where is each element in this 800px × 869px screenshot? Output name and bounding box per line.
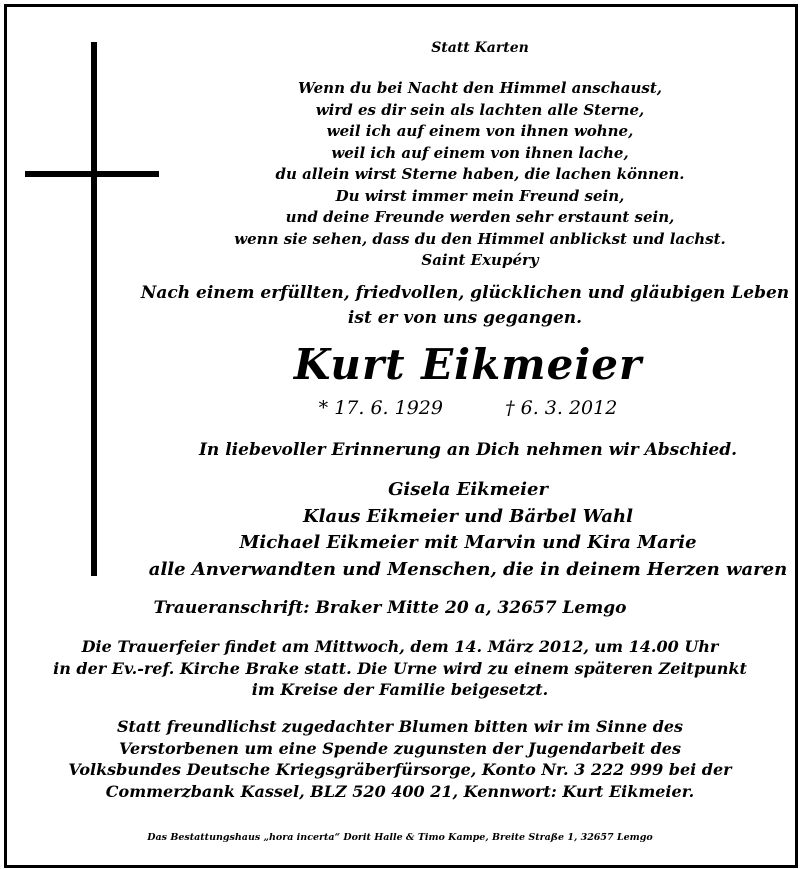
donation-line: Statt freundlichst zugedachter Blumen bitten wir im Sinne des: [116, 717, 684, 736]
ceremony-line: im Kreise der Familie beigesetzt.: [251, 680, 549, 699]
cross-icon: [91, 42, 97, 576]
poem-line: wird es dir sein als lachten alle Sterne,: [315, 100, 645, 119]
poem-author: Saint Exupéry: [421, 251, 539, 269]
family-member: Gisela Eikmeier: [388, 479, 548, 500]
poem-line: du allein wirst Sterne haben, die lachen können.: [275, 165, 685, 183]
family-member: alle Anverwandten und Menschen, die in deinem Herzen waren: [148, 558, 788, 580]
family-member: Klaus Eikmeier und Bärbel Wahl: [303, 505, 633, 527]
statt-karten-heading: Statt Karten: [431, 40, 529, 56]
donation-line: Volksbundes Deutsche Kriegsgräberfürsorge, Konto Nr. 3 222 999 bei der: [68, 760, 732, 779]
deceased-name: Kurt Eikmeier: [293, 340, 643, 389]
donation-line: Commerzbank Kassel, BLZ 520 400 21, Kennwort: Kurt Eikmeier.: [105, 781, 695, 801]
ceremony-line: in der Ev.-ref. Kirche Brake statt. Die Urne wird zu einem späteren Zeitpunkt: [53, 658, 747, 678]
family-list: [136, 477, 800, 583]
poem: [160, 78, 800, 272]
ceremony-line: Die Trauerfeier findet am Mittwoch, dem 14. März 2012, um 14.00 Uhr: [81, 637, 719, 656]
poem-line: weil ich auf einem von ihnen lache,: [331, 143, 629, 162]
donation-line: Verstorbenen um eine Spende zugunsten der Jugendarbeit des: [119, 738, 681, 758]
farewell-text: In liebevoller Erinnerung an Dich nehmen wir Abschied.: [198, 440, 738, 460]
cross-icon-crossbar: [25, 171, 159, 177]
poem-line: Wenn du bei Nacht den Himmel anschaust,: [298, 79, 662, 97]
funeral-home-footer: Das Bestattungshaus „hora incerta“ Dorit Halle & Timo Kampe, Breite Straße 1, 32657 Lemgo: [147, 832, 653, 843]
death-date: † 6. 3. 2012: [505, 397, 618, 419]
poem-line: wenn sie sehen, dass du den Himmel anblickst und lachst.: [234, 229, 726, 248]
birth-date: * 17. 6. 1929: [318, 397, 443, 419]
intro-line: Nach einem erfüllten, friedvollen, glücklichen und gläubigen Leben: [140, 283, 790, 303]
ceremony-text: [0, 636, 800, 701]
donation-text: [0, 716, 800, 802]
poem-line: Du wirst immer mein Freund sein,: [335, 186, 625, 205]
mourning-address: Traueranschrift: Braker Mitte 20 a, 32657 Lemgo: [153, 598, 627, 618]
intro-line: ist er von uns gegangen.: [347, 308, 583, 328]
poem-line: weil ich auf einem von ihnen wohne,: [326, 122, 634, 140]
intro-text: [130, 281, 800, 331]
poem-line: und deine Freunde werden sehr erstaunt sein,: [285, 208, 675, 226]
family-member: Michael Eikmeier mit Marvin und Kira Marie: [239, 532, 697, 553]
life-dates: [136, 397, 800, 419]
